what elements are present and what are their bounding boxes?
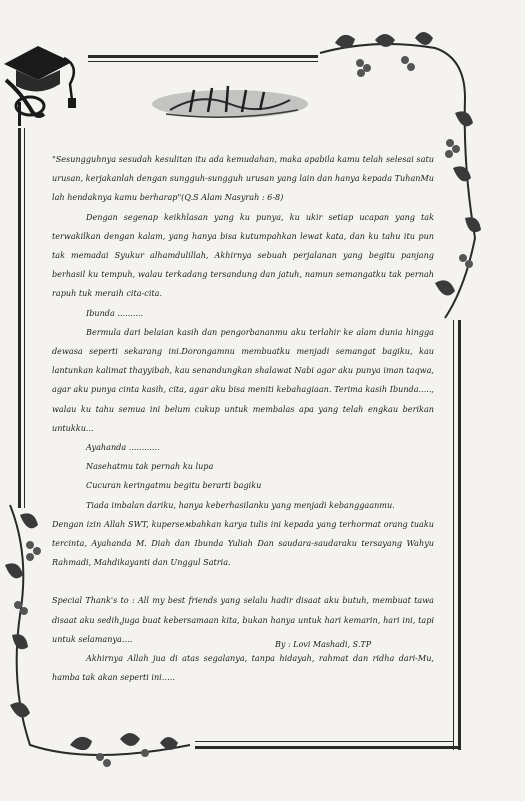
family-paragraph: Dengan izin Allah SWT, kuperseмbahkan karya tulis ini kepada yang terhormat orang tuaku tercinta, Ayahanda M. Diah dan Ibunda Yuliah Dan saudara-saudaraku tersayang Wahyu Rahmadi, Mahdikayanti dan Unggul Satria.	[52, 518, 434, 568]
frame-bottom-line	[195, 746, 461, 749]
ibunda-heading: Ibunda ..........	[86, 307, 144, 318]
frame-bottom-line-thin	[195, 741, 453, 742]
closing-paragraph: Akhirnya Allah jua di atas segalanya, tanpa hidayah, rahmat dan ridha dari-Mu, hamba tak akan seperti ini…..	[52, 653, 434, 683]
dedication-text	[52, 150, 434, 687]
ayahanda-line: Nasehatmu tak pernah ku lupa	[86, 461, 214, 472]
frame-top-line-thin	[88, 61, 318, 62]
ibunda-paragraph: Bermula dari belaian kasih dan pengorbananmu aku terlahir ke alam dunia hingga dewasa seperti sekarang ini.Dorongamnu membuatku menjadi semangat bagiku, kau lantunkan kalimat thayyibah, kau senandungkan shalawat Nabi agar aku punya iman taqwa, agar aku punya cinta kasih, cita, agar aku bisa meniti kebahagiaan. Terima kasih Ibunda....., walau ku tahu semua ini belum cukup untuk membalas apa yang telah engkau berikan untukku...	[52, 326, 434, 433]
ayahanda-line: Tiada imbalan dariku, hanya keberhasilanku yang menjadi kebanggaanmu.	[86, 499, 395, 510]
thanks-paragraph: Special Thank's to : All my best friends yang selalu hadir disaat aku butuh, membuat tawa disaat aku sedih,juga buat kebersamaan kita, bukan hanya untuk hari kemarin, hari ini, tapi untuk selamanya….	[52, 595, 434, 644]
quote-paragraph: "Sesungguhnya sesudah kesulitan itu ada kemudahan, maka apabila kamu telah selesai satu urusan, kerjakanlah dengan sungguh-sungguh urusan yang lain dan hanya kepada TuhanMu lah hendaknya kamu berharap"(Q.S Alam Nasyrah : 6-8)	[52, 154, 434, 203]
frame-left-line-thin	[24, 128, 25, 508]
author-signature: By : Lovi Mashadi, S.TP	[275, 640, 372, 649]
ayahanda-line: Cucuran keringatmu begitu berarti bagiku	[86, 480, 262, 491]
arabic-calligraphy-ornament	[150, 82, 310, 122]
frame-left-line	[18, 128, 21, 508]
opening-paragraph: Dengan segenap keikhlasan yang ku punya, ku ukir setiap ucapan yang tak terwakilkan dengan kalam, yang hanya bisa kutumpahkan lewat kata, dan ku tahu itu pun tak memadai Syukur alhamdulillah, Akhirnya sebuah perjalanan yang begitu panjang berhasil ku tempuh, walau terkadang tersandung dan jatuh, namun semangatku tak pernah rapuh tuk meraih cita-cita.	[52, 211, 434, 299]
frame-top-line	[88, 55, 318, 58]
frame-right-line	[458, 320, 461, 750]
graduation-cap-icon	[0, 22, 84, 126]
frame-right-line-thin	[453, 320, 454, 750]
ayahanda-heading: Ayahanda ............	[86, 442, 160, 453]
